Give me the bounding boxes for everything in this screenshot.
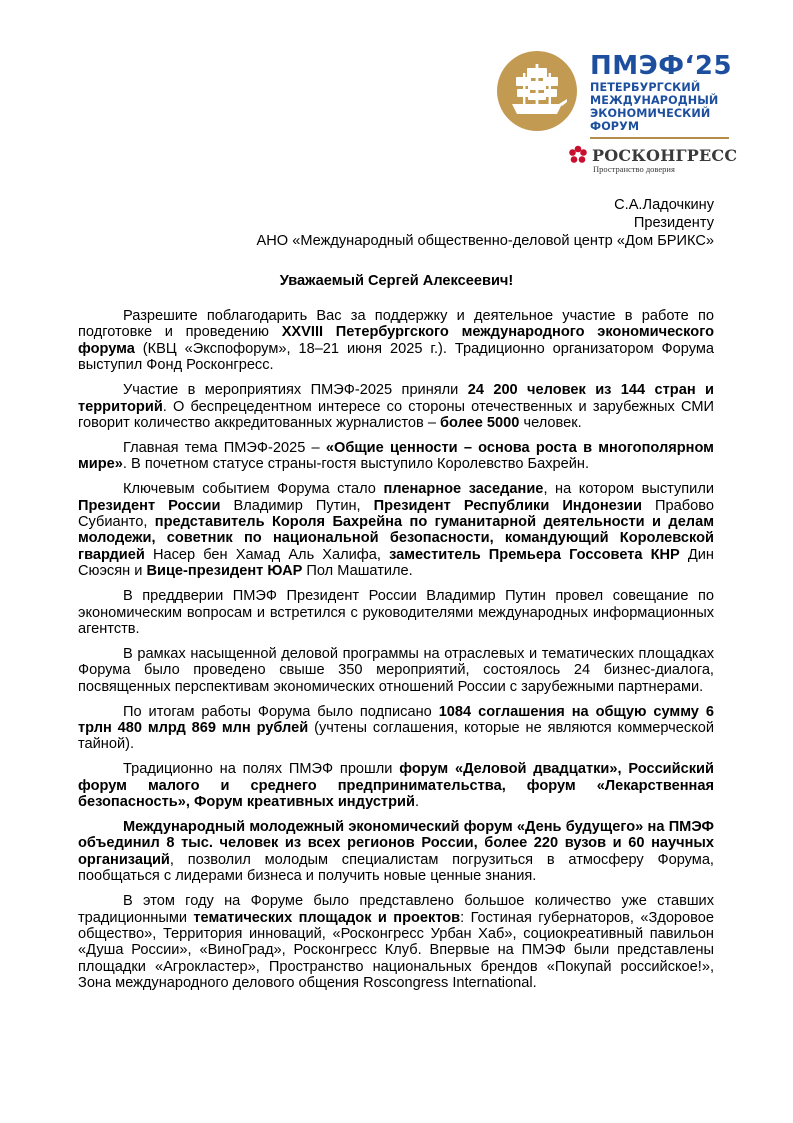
paragraph: Международный молодежный экономический форум «День будущего» на ПМЭФ объединил 8 тыс. человек из всех регионов России, более 220 вузов и 60 научных организаций, позволил молодым специалистам погрузиться в атмосферу Форума, пообщаться с лидерами бизнеса и получить новые ценные знания. [78,818,714,885]
spief-wordmark [590,52,740,139]
gold-divider [590,137,729,139]
roscongress-flower-icon [568,145,588,165]
paragraph: Участие в мероприятиях ПМЭФ-2025 приняли 24 200 человек из 144 стран и территорий. О беспрецедентном интересе со стороны отечественных и зарубежных СМИ говорит количество аккредитованных журналистов – более 5000 человек. [78,382,714,431]
addressee-position: Президенту [633,215,714,231]
addressee-organization: АНО «Международный общественно-деловой центр «Дом БРИКС» [256,233,714,249]
paragraph: Главная тема ПМЭФ-2025 – «Общие ценности – основа роста в многополярном мире». В почетном статусе страны-гостя выступило Королевство Бахрейн. [78,439,714,473]
forum-name-line: ФОРУМ [590,120,640,133]
spief-ship-emblem-icon [497,51,577,131]
forum-name-line: МЕЖДУНАРОДНЫЙ [590,94,719,107]
paragraph: В этом году на Форуме было представлено большое количество уже ставших традиционными тематических площадок и проектов: Гостиная губернаторов, «Здоровое общество», Территория инноваций, «Росконгресс Урбан Хаб», социокреативный павильон «Душа России», «ВиноГрад», Росконгресс Клуб. Впервые на ПМЭФ были представлены площадки «Агрокластер», Пространство национальных брендов «Покупай российское!», Зона международного делового общения Roscongress International. [78,893,714,992]
paragraph: По итогам работы Форума было подписано 1084 соглашения на общую сумму 6 трлн 480 млрд 869 млн рублей (учтены соглашения, которые не являются коммерческой тайной). [78,703,715,753]
forum-name-line: ПЕТЕРБУРГСКИЙ [590,81,701,94]
paragraph: Традиционно на полях ПМЭФ прошли форум «Деловой двадцатки», Российский форум малого и среднего предпринимательства, форум «Лекарственная безопасность», Форум креативных индустрий. [78,761,714,811]
letter-body [78,308,714,1000]
paragraph: В преддверии ПМЭФ Президент России Владимир Путин провел совещание по экономическим вопросам и встретился с руководителями международных информационных агентств. [78,588,714,637]
forum-name-line: ЭКОНОМИЧЕСКИЙ [590,107,711,120]
roscongress-tagline: Пространство доверия [593,164,675,174]
paragraph: Разрешите поблагодарить Вас за поддержку и деятельное участие в работе по подготовке и проведению XXVIII Петербургского международного экономического форума (КВЦ «Экспофорум», 18–21 июня 2025 г.). Традиционно организатором Форума выступил Фонд Росконгресс. [78,308,714,374]
paragraph: В рамках насыщенной деловой программы на отраслевых и тематических площадках Форума было проведено свыше 350 мероприятий, состоялось 24 бизнес-диалога, посвященных перспективам экономических отношений России с зарубежными партнерами. [78,645,714,695]
forum-code: ПМЭФ‘25 [590,51,733,81]
roscongress-logo [568,145,738,174]
salutation: Уважаемый Сергей Алексеевич! [279,273,514,289]
addressee-name: С.А.Ладочкину [614,197,714,213]
roscongress-name: РОСКОНГРЕСС [592,145,738,165]
addressee-block [257,196,714,250]
paragraph: Ключевым событием Форума стало пленарное заседание, на котором выступили Президент России Владимир Путин, Президент Республики Индонезии Прабово Субианто, представитель Короля Бахрейна по гуманитарной деятельности и делам молодежи, советник по национальной безопасности, командующий Королевской гвардией Насер бен Хамад Аль Халифа, заместитель Премьера Госсовета КНР Дин Сюэсян и Вице-президент ЮАР Пол Машатиле. [78,481,715,580]
